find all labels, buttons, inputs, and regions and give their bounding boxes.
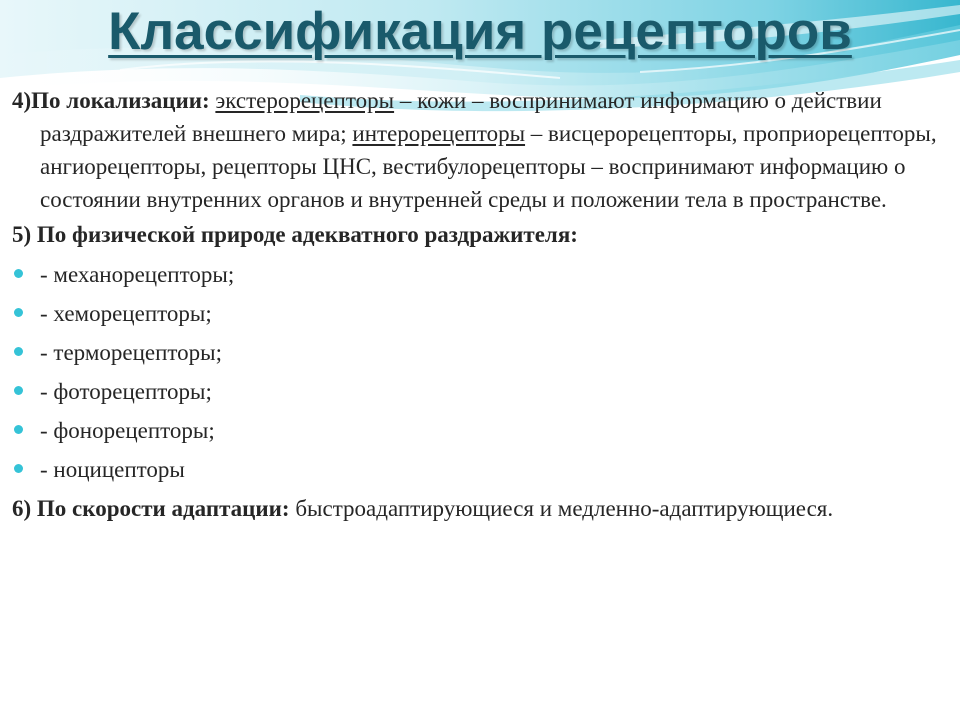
list-item-label: - хеморецепторы; (40, 301, 212, 326)
section-localization (12, 84, 942, 216)
page-title: Классификация рецепторов (108, 2, 852, 61)
list-item (12, 372, 942, 411)
bullet-icon (14, 308, 23, 317)
bullet-icon (14, 464, 23, 473)
list-item-label: - механорецепторы; (40, 262, 235, 287)
list-item (12, 450, 942, 489)
term-interoreceptors: интерорецепторы (352, 121, 526, 146)
list-item-label: - фонорецепторы; (40, 418, 215, 443)
section4-text1: – кожи – воспринимают информацию о действии раздражителей внешнего мира; (40, 88, 882, 146)
section-adaptation (12, 492, 942, 525)
bullet-icon (14, 386, 23, 395)
section4-heading: По локализации: (31, 88, 210, 113)
section-physical-nature (12, 218, 942, 251)
receptor-type-list (12, 255, 942, 489)
list-item-label: - фоторецепторы; (40, 379, 212, 404)
list-item-label: - терморецепторы; (40, 340, 223, 365)
section5-heading: 5) По физической природе адекватного раздражителя: (12, 222, 578, 247)
section4-number: 4) (12, 88, 32, 113)
list-item (12, 294, 942, 333)
term-exteroreceptors: экстерорецепторы (215, 88, 395, 113)
slide-body (12, 84, 942, 525)
list-item (12, 333, 942, 372)
section4-text2: – висцерорецепторы, проприорецепторы, ангиорецепторы, рецепторы ЦНС, вестибулорецепторы – воспринимают информацию о состоянии внутренних органов и внутренней среды и положении тела в пространстве. (40, 121, 937, 212)
section6-heading: 6) По скорости адаптации: (12, 496, 290, 521)
bullet-icon (14, 269, 23, 278)
list-item-label: - ноцицепторы (40, 457, 185, 482)
list-item (12, 411, 942, 450)
list-item (12, 255, 942, 294)
bullet-icon (14, 347, 23, 356)
section6-text: быстроадаптирующиеся и медленно-адаптирующиеся. (289, 496, 834, 521)
bullet-icon (14, 425, 23, 434)
